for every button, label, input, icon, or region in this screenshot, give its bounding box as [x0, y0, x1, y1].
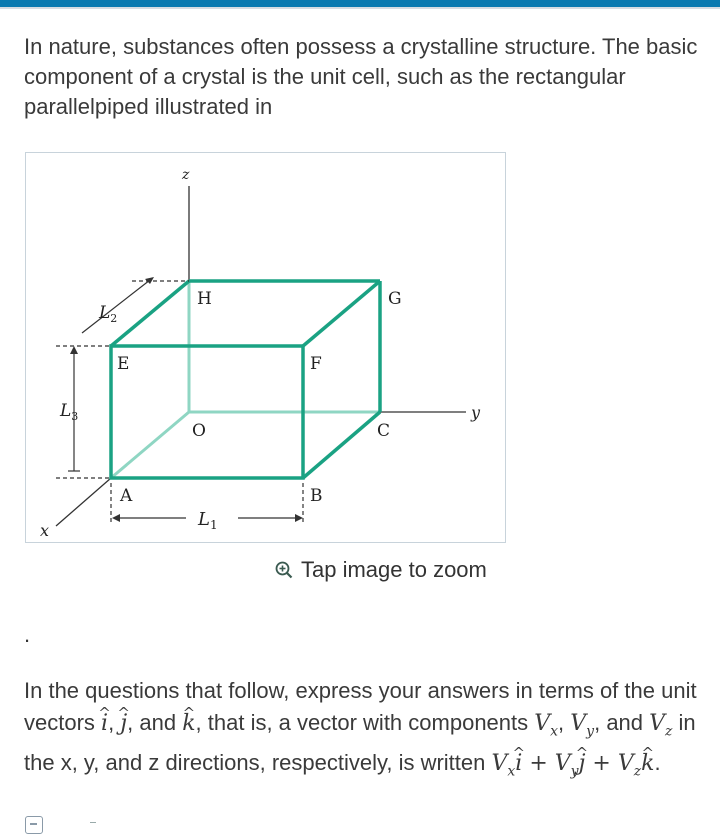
axis-x-label: x	[40, 521, 50, 540]
dim-L2-subscript: 2	[110, 312, 118, 325]
component-vy-letter: V	[570, 711, 587, 736]
bottom-divider	[90, 822, 96, 823]
edge-HE	[111, 281, 189, 346]
unit-vector-i: i ^	[101, 708, 108, 740]
formula-k: k ^	[641, 748, 654, 780]
dim-L3-label	[59, 401, 78, 423]
x-axis-line	[56, 478, 111, 526]
question-end: .	[654, 750, 661, 776]
dim-L3-letter: L	[60, 401, 72, 421]
dim-L3-arrowhead-top	[70, 346, 78, 354]
dim-L1-label	[197, 509, 218, 532]
vertex-G-label: G	[388, 289, 402, 309]
dim-L2-arrow	[82, 280, 150, 333]
formula-j: j ^	[579, 748, 586, 780]
unit-cell-figure[interactable]	[25, 152, 506, 543]
question-comma-2: ,	[558, 710, 571, 735]
collapse-icon[interactable]	[25, 816, 43, 834]
zoom-label: Tap image to zoom	[301, 557, 487, 582]
component-vz	[649, 711, 673, 740]
formula-vy-sub: y	[570, 763, 579, 780]
formula-vz: V	[617, 751, 634, 777]
formula	[491, 751, 655, 780]
question-and-2: , and	[594, 710, 650, 735]
vertex-E-label: E	[117, 354, 130, 374]
vertex-A-label: A	[120, 486, 133, 506]
question-paragraph	[24, 675, 704, 788]
component-vz-letter: V	[649, 711, 666, 736]
vertex-B-label: B	[310, 486, 323, 506]
edge-OA	[111, 412, 189, 478]
question-comma-1: ,	[108, 710, 121, 735]
question-and-1: , and	[127, 710, 183, 735]
zoom-link[interactable]	[275, 556, 487, 584]
edge-CB	[303, 412, 380, 478]
component-vy	[570, 711, 595, 740]
top-divider	[0, 7, 720, 9]
edge-GF	[303, 281, 380, 346]
axis-z-label: z	[182, 167, 190, 183]
formula-i: i ^	[515, 748, 522, 780]
vertex-H-label: H	[197, 289, 212, 309]
formula-plus-1: +	[522, 751, 555, 777]
formula-plus-2: +	[585, 751, 618, 777]
component-vz-sub: z	[665, 723, 673, 740]
component-vx-sub: x	[550, 723, 559, 740]
dim-L1-letter: L	[198, 509, 210, 530]
dim-L1-arrowhead-right	[295, 514, 303, 522]
separator-dot: .	[24, 622, 31, 647]
dim-L2-label	[98, 303, 117, 325]
unit-cell-diagram	[26, 153, 507, 544]
formula-vx-sub: x	[507, 763, 516, 780]
dim-L1-subscript: 1	[209, 518, 218, 532]
axis-y-label: y	[471, 403, 481, 422]
formula-vy: V	[554, 751, 571, 777]
top-accent-bar	[0, 0, 720, 7]
component-vx-letter: V	[534, 711, 551, 736]
formula-vx: V	[491, 751, 508, 777]
vertex-O-label: O	[192, 421, 206, 441]
unit-vector-k: k ^	[182, 708, 195, 740]
question-text-2: , that is, a vector with components	[195, 710, 535, 735]
vertex-F-label: F	[310, 354, 322, 374]
component-vx	[534, 711, 559, 740]
question-text-1: In the questions that follow, express your answers in terms of the unit vectors	[24, 678, 697, 735]
zoom-in-icon	[275, 561, 293, 579]
vertex-C-label: C	[377, 421, 391, 441]
dim-L1-arrowhead-left	[112, 514, 120, 522]
dim-L3-subscript: 3	[71, 410, 79, 423]
intro-paragraph: In nature, substances often possess a crystalline structure. The basic component of a crystal is the unit cell, such as the rectangular parallelpiped illustrated in	[24, 34, 698, 119]
component-vy-sub: y	[586, 723, 595, 740]
unit-vector-j: j ^	[120, 708, 127, 740]
formula-vz-sub: z	[633, 763, 642, 780]
question-text-3: in the x, y, and z directions, respectively, is written	[24, 710, 696, 776]
dim-L2-letter: L	[99, 303, 111, 323]
